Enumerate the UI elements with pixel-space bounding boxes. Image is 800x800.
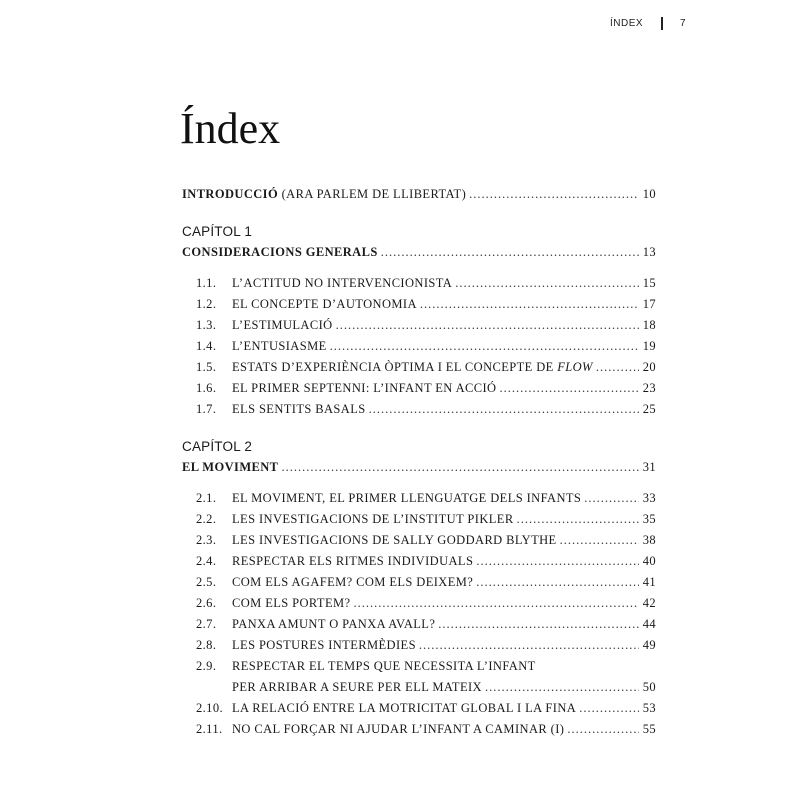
toc-page: 13 — [642, 245, 656, 259]
entry-text: EL MOVIMENT, EL PRIMER LLENGUATGE DELS INFANTS — [232, 491, 582, 505]
entry-number: 2.4. — [196, 554, 217, 568]
toc-page: 38 — [642, 533, 656, 547]
dot-leader — [381, 242, 639, 263]
running-head-separator — [661, 17, 663, 30]
dot-leader — [420, 294, 639, 315]
toc-entry[interactable] — [182, 357, 656, 378]
dot-leader — [476, 572, 639, 593]
entry-text: ELS SENTITS BASALS — [232, 402, 366, 416]
chapter-label: CAPÍTOL 2 — [182, 439, 253, 454]
toc-entry[interactable] — [182, 593, 656, 614]
chapter-label: CAPÍTOL 1 — [182, 224, 253, 239]
chapter-title-text — [182, 242, 378, 263]
toc-entry[interactable] — [182, 551, 656, 572]
entry-text-italic: FLOW — [557, 360, 593, 374]
dot-leader — [579, 698, 639, 719]
entry-number: 2.8. — [196, 638, 217, 652]
page-number: 7 — [680, 18, 687, 29]
dot-leader — [281, 457, 639, 478]
toc-page: 23 — [642, 381, 656, 395]
toc-entry[interactable] — [182, 509, 656, 530]
toc-intro-bold: INTRODUCCIÓ — [182, 187, 279, 201]
toc-entry[interactable] — [182, 572, 656, 593]
toc-intro[interactable] — [182, 184, 656, 205]
dot-leader — [336, 315, 639, 336]
toc-page: 15 — [642, 276, 656, 290]
toc-page: 35 — [642, 512, 656, 526]
dot-leader — [455, 273, 639, 294]
toc-entry[interactable] — [182, 336, 656, 357]
page-title: Índex — [180, 104, 281, 154]
toc-entry[interactable] — [182, 399, 656, 420]
toc-entry[interactable] — [182, 530, 656, 551]
entry-text: NO CAL FORÇAR NI AJUDAR L’INFANT A CAMINAR (I) — [232, 722, 565, 736]
entry-text: PANXA AMUNT O PANXA AVALL? — [232, 617, 436, 631]
toc-page: 10 — [642, 187, 656, 201]
toc-page: 19 — [642, 339, 656, 353]
entry-number: 2.9. — [196, 659, 217, 673]
toc-entry[interactable] — [182, 488, 656, 509]
entry-text: LES INVESTIGACIONS DE SALLY GODDARD BLYTHE — [232, 533, 557, 547]
entry-text: LES POSTURES INTERMÈDIES — [232, 638, 416, 652]
entry-number: 2.2. — [196, 512, 217, 526]
toc-page: 20 — [642, 360, 656, 374]
toc-entry-continuation[interactable] — [182, 677, 656, 698]
dot-leader — [438, 614, 639, 635]
toc-entry[interactable] — [182, 378, 656, 399]
toc-page: 42 — [642, 596, 656, 610]
toc-page: 25 — [642, 402, 656, 416]
entry-text: RESPECTAR ELS RITMES INDIVIDUALS — [232, 554, 474, 568]
entry-number: 2.1. — [196, 491, 217, 505]
entry-number: 1.5. — [196, 360, 217, 374]
toc-page: 53 — [642, 701, 656, 715]
entry-number: 1.4. — [196, 339, 217, 353]
dot-leader — [584, 488, 639, 509]
dot-leader — [560, 530, 639, 551]
toc-page: 41 — [642, 575, 656, 589]
toc-entry[interactable] — [182, 294, 656, 315]
chapter-title-bold: CONSIDERACIONS GENERALS — [182, 245, 378, 259]
entry-number: 1.3. — [196, 318, 217, 332]
dot-leader — [353, 593, 639, 614]
entry-text: PER ARRIBAR A SEURE PER ELL MATEIX — [232, 680, 482, 694]
toc-chapter-title[interactable] — [182, 242, 656, 263]
entry-number: 2.6. — [196, 596, 217, 610]
entry-text: COM ELS PORTEM? — [232, 596, 351, 610]
toc-page: 40 — [642, 554, 656, 568]
entry-text-main: ESTATS D’EXPERIÈNCIA ÒPTIMA I EL CONCEPTE DE — [232, 360, 558, 374]
entry-text: L’ESTIMULACIÓ — [232, 318, 333, 332]
dot-leader — [499, 378, 639, 399]
entry-text: L’ACTITUD NO INTERVENCIONISTA — [232, 276, 453, 290]
toc-entry[interactable] — [182, 273, 656, 294]
toc-entry[interactable] — [182, 315, 656, 336]
dot-leader — [517, 509, 639, 530]
dot-leader — [369, 399, 639, 420]
entry-text: EL PRIMER SEPTENNI: L’INFANT EN ACCIÓ — [232, 381, 497, 395]
dot-leader — [567, 719, 639, 740]
entry-number: 1.7. — [196, 402, 217, 416]
entry-number: 1.6. — [196, 381, 217, 395]
dot-leader — [330, 336, 639, 357]
dot-leader — [419, 635, 639, 656]
toc-page: 49 — [642, 638, 656, 652]
dot-leader — [485, 677, 639, 698]
chapter-title-text — [182, 457, 278, 478]
toc-page: 50 — [642, 680, 656, 694]
toc-page: 55 — [642, 722, 656, 736]
entry-number: 2.11. — [196, 722, 223, 736]
running-head-title: ÍNDEX — [610, 18, 644, 29]
entry-text: EL CONCEPTE D’AUTONOMIA — [232, 297, 417, 311]
dot-leader — [596, 357, 639, 378]
entry-text: LA RELACIÓ ENTRE LA MOTRICITAT GLOBAL I LA FINA — [232, 701, 577, 715]
chapter-title-bold: EL MOVIMENT — [182, 460, 279, 474]
dot-leader — [469, 184, 639, 205]
entry-number: 2.7. — [196, 617, 217, 631]
toc-intro-text — [182, 184, 466, 205]
entry-text: L’ENTUSIASME — [232, 339, 327, 353]
toc-page: 18 — [642, 318, 656, 332]
toc-chapter-title[interactable] — [182, 457, 656, 478]
toc-page: 33 — [642, 491, 656, 505]
toc-entry[interactable] — [182, 656, 656, 677]
dot-leader — [476, 551, 639, 572]
entry-number: 2.10. — [196, 701, 223, 715]
table-of-contents — [182, 184, 656, 740]
entry-text — [232, 357, 593, 378]
toc-page: 31 — [642, 460, 656, 474]
entry-text: COM ELS AGAFEM? COM ELS DEIXEM? — [232, 575, 474, 589]
toc-page: 44 — [642, 617, 656, 631]
toc-entry[interactable] — [182, 635, 656, 656]
entry-number: 1.2. — [196, 297, 217, 311]
entry-number: 2.5. — [196, 575, 217, 589]
entry-number: 2.3. — [196, 533, 217, 547]
toc-entry[interactable] — [182, 698, 656, 719]
toc-entry[interactable] — [182, 719, 656, 740]
entry-text: RESPECTAR EL TEMPS QUE NECESSITA L’INFANT — [232, 659, 536, 673]
toc-page: 17 — [642, 297, 656, 311]
entry-number: 1.1. — [196, 276, 217, 290]
entry-text: LES INVESTIGACIONS DE L’INSTITUT PIKLER — [232, 512, 514, 526]
toc-entry[interactable] — [182, 614, 656, 635]
toc-intro-rest: (ARA PARLEM DE LLIBERTAT) — [278, 187, 467, 201]
